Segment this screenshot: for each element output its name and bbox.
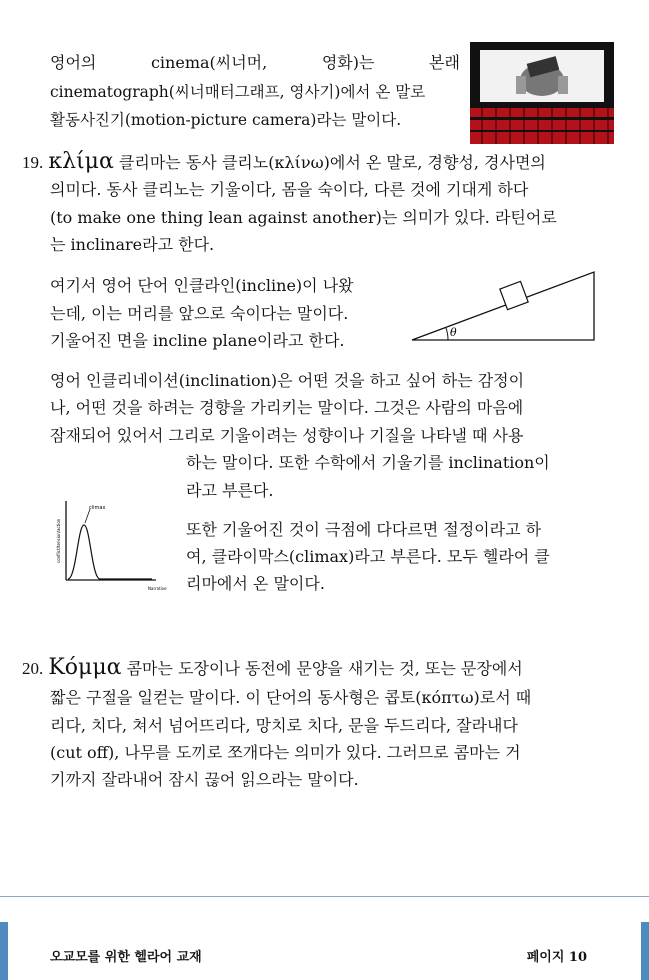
word: 영어의 bbox=[50, 53, 97, 72]
climax-line-1: 또한 기울어진 것이 극점에 다다르면 절정이라고 하 bbox=[186, 520, 542, 539]
cinema-theater-image bbox=[470, 42, 614, 144]
incline-line-2: 는데, 이는 머리를 앞으로 숙이다는 말이다. bbox=[50, 304, 349, 323]
page-number: 페이지 10 bbox=[526, 950, 587, 965]
word: 영화)는 bbox=[321, 53, 375, 72]
climax-label: climax bbox=[89, 505, 106, 511]
item-19-line-3: (to make one thing lean against another)는 의미가 있다. 라틴어로 bbox=[50, 208, 557, 227]
item-19-line-2: 의미다. 동사 클리노는 기울이다, 몸을 숙이다, 다른 것에 기대게 하다 bbox=[50, 180, 529, 199]
item-number: 20. bbox=[22, 659, 44, 678]
item-19-line-1 bbox=[22, 149, 546, 174]
inclination-line-3: 잠재되어 있어서 그리로 기울이려는 성향이나 기질을 나타낼 때 사용 bbox=[50, 426, 524, 445]
item-20-line-3: 리다, 치다, 쳐서 넘어뜨리다, 망치로 치다, 문을 두드리다, 잘라내다 bbox=[50, 716, 518, 735]
theta-label: θ bbox=[450, 326, 457, 339]
footer-book-title: 오교모를 위한 헬라어 교재 bbox=[50, 950, 202, 965]
item-20-text: 콤마는 도장이나 동전에 문양을 새기는 것, 또는 문장에서 bbox=[126, 659, 523, 678]
climax-line-2: 여, 클라이막스(climax)라고 부른다. 모두 헬라어 클 bbox=[186, 547, 550, 566]
climax-curve-figure bbox=[48, 495, 176, 591]
footer-left-bar bbox=[0, 922, 8, 980]
inclination-line-5: 라고 부른다. bbox=[186, 481, 274, 500]
item-number: 19. bbox=[22, 153, 44, 172]
inclination-line-2: 나, 어떤 것을 하려는 경향을 가리키는 말이다. 그것은 사람의 마음에 bbox=[50, 398, 524, 417]
greek-word: κλίμα bbox=[48, 149, 114, 174]
item-19-line-4: 는 inclinare라고 한다. bbox=[50, 235, 215, 254]
incline-line-3: 기울어진 면을 incline plane이라고 한다. bbox=[50, 331, 345, 350]
footer-divider bbox=[0, 896, 649, 897]
climax-line-3: 리마에서 온 말이다. bbox=[186, 574, 325, 593]
item-20-line-5: 기까지 잘라내어 잠시 끊어 읽으라는 말이다. bbox=[50, 770, 359, 789]
cinema-line-3: 활동사진기(motion-picture camera)라는 말이다. bbox=[50, 111, 402, 129]
incline-line-1: 여기서 영어 단어 인클라인(incline)이 나왔 bbox=[50, 276, 354, 295]
word: 본래 bbox=[429, 53, 460, 72]
item-20-line-2: 짧은 구절을 일컫는 말이다. 이 단어의 동사형은 콥토(κόπτω)로서 때 bbox=[50, 688, 532, 707]
x-axis-label: Narrative bbox=[148, 586, 167, 591]
item-20-line-1 bbox=[22, 655, 523, 680]
cinema-line-1 bbox=[50, 53, 460, 73]
word: cinema(씨너머, bbox=[150, 53, 268, 72]
inclination-line-1: 영어 인클리네이션(inclination)은 어떤 것을 하고 싶어 하는 감정이 bbox=[50, 371, 525, 390]
inclined-plane-diagram bbox=[408, 268, 598, 344]
cinema-line-2: cinematograph(씨너매터그래프, 영사기)에서 온 말로 bbox=[50, 83, 426, 101]
greek-word: Κόμμα bbox=[48, 655, 122, 680]
inclination-line-4: 하는 말이다. 또한 수학에서 기울기를 inclination이 bbox=[186, 453, 550, 472]
y-axis-label: conflict/tension/action bbox=[56, 518, 61, 563]
footer-right-bar bbox=[641, 922, 649, 980]
item-20-line-4: (cut off), 나무를 도끼로 쪼개다는 의미가 있다. 그러므로 콤마는 거 bbox=[50, 743, 521, 762]
item-19-text: 클리마는 동사 클리노(κλίνω)에서 온 말로, 경향성, 경사면의 bbox=[118, 153, 546, 172]
